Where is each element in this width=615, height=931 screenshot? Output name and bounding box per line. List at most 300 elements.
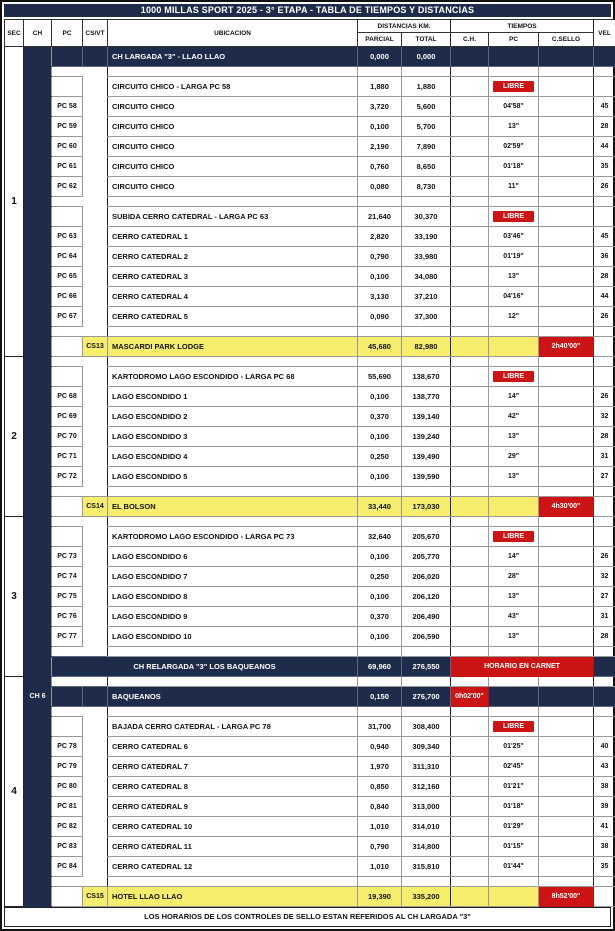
ch-strip-cell — [24, 77, 52, 97]
pc-time-cell: 13" — [489, 267, 539, 287]
pc-label-cell: PC 62 — [52, 177, 83, 197]
pc-time-cell — [489, 207, 539, 227]
ch-strip-cell — [24, 657, 52, 677]
total-cell: 308,400 — [402, 717, 451, 737]
ubicacion-cell: CIRCUITO CHICO — [108, 137, 358, 157]
csvt-cell — [83, 67, 108, 77]
pc-label-cell: PC 75 — [52, 587, 83, 607]
total-cell: 139,240 — [402, 427, 451, 447]
total-cell — [402, 517, 451, 527]
vel-cell — [594, 677, 615, 687]
ubicacion-cell: CERRO CATEDRAL 2 — [108, 247, 358, 267]
ch-time-cell — [451, 487, 489, 497]
pc-label-cell: PC 73 — [52, 547, 83, 567]
total-cell: 82,980 — [402, 337, 451, 357]
total-cell: 309,340 — [402, 737, 451, 757]
sec-number: 2 — [5, 357, 24, 517]
csvt-cell — [83, 267, 108, 287]
pc-time-cell — [489, 687, 539, 707]
table-row-spacer — [5, 327, 615, 337]
col-header-sec: SEC — [5, 20, 24, 47]
ch-strip-cell — [24, 357, 52, 367]
ch-strip-cell — [24, 467, 52, 487]
csvt-cell — [83, 367, 108, 387]
pc-time-cell: 01'18" — [489, 157, 539, 177]
vel-cell: 44 — [594, 287, 615, 307]
pc-time-cell: 42" — [489, 407, 539, 427]
pc-label-cell — [52, 497, 83, 517]
total-cell — [402, 647, 451, 657]
vel-cell: 26 — [594, 547, 615, 567]
ch-time-cell — [451, 207, 489, 227]
total-cell: 313,000 — [402, 797, 451, 817]
col-group-distancias: DISTANCIAS KM. — [358, 20, 451, 33]
c-sello-cell — [539, 307, 594, 327]
ch-time-cell — [451, 47, 489, 67]
horario-carnet-badge: HORARIO EN CARNET — [451, 657, 594, 677]
vel-cell: 26 — [594, 177, 615, 197]
vel-cell: 28 — [594, 427, 615, 447]
csvt-cell — [83, 797, 108, 817]
table-row-cs — [5, 887, 615, 907]
c-sello-cell — [539, 367, 594, 387]
ch-time-cell — [451, 77, 489, 97]
c-sello-cell — [539, 737, 594, 757]
parcial-cell: 19,390 — [358, 887, 402, 907]
ubicacion-cell: CH LARGADA "3" - LLAO LLAO — [108, 47, 358, 67]
parcial-cell: 2,820 — [358, 227, 402, 247]
pc-time-cell: 01'21" — [489, 777, 539, 797]
table-row-pc — [5, 427, 615, 447]
vel-cell — [594, 207, 615, 227]
pc-label-cell — [52, 67, 83, 77]
col-header-c-sello: C.SELLO — [539, 33, 594, 47]
ubicacion-cell — [108, 877, 358, 887]
table-row-spacer — [5, 487, 615, 497]
parcial-cell — [358, 517, 402, 527]
col-header-ch-time: C.H. — [451, 33, 489, 47]
vel-cell: 36 — [594, 247, 615, 267]
ch-time-cell — [451, 567, 489, 587]
vel-cell: 27 — [594, 467, 615, 487]
table-row-pc — [5, 607, 615, 627]
ubicacion-cell: KARTODROMO LAGO ESCONDIDO - LARGA PC 68 — [108, 367, 358, 387]
pc-time-cell — [489, 707, 539, 717]
total-cell: 276,700 — [402, 687, 451, 707]
total-cell — [402, 877, 451, 887]
ubicacion-cell: CERRO CATEDRAL 10 — [108, 817, 358, 837]
pc-time-cell — [489, 47, 539, 67]
total-cell: 276,550 — [402, 657, 451, 677]
col-header-ch: CH — [24, 20, 52, 47]
csvt-cell — [83, 677, 108, 687]
page-title: 1000 MILLAS SPORT 2025 - 3° ETAPA - TABLA DE TIEMPOS Y DISTANCIAS — [4, 4, 611, 17]
csvt-cell — [83, 817, 108, 837]
vel-cell — [594, 717, 615, 737]
col-header-total: TOTAL — [402, 33, 451, 47]
pc-time-cell: 13" — [489, 117, 539, 137]
csvt-cell — [83, 737, 108, 757]
c-sello-cell — [539, 567, 594, 587]
c-sello-cell — [539, 137, 594, 157]
pc-time-cell: 14" — [489, 387, 539, 407]
c-sello-cell — [539, 607, 594, 627]
pc-label-cell: PC 77 — [52, 627, 83, 647]
parcial-cell: 0,840 — [358, 797, 402, 817]
ch-time-cell — [451, 757, 489, 777]
pc-label-cell: PC 66 — [52, 287, 83, 307]
parcial-cell: 0,100 — [358, 117, 402, 137]
pc-time-cell — [489, 367, 539, 387]
pc-label-cell: PC 84 — [52, 857, 83, 877]
c-sello-cell — [539, 117, 594, 137]
vel-cell — [594, 657, 615, 677]
pc-time-cell — [489, 527, 539, 547]
total-cell: 33,190 — [402, 227, 451, 247]
ubicacion-cell: KARTODROMO LAGO ESCONDIDO - LARGA PC 73 — [108, 527, 358, 547]
parcial-cell: 1,010 — [358, 817, 402, 837]
total-cell: 312,160 — [402, 777, 451, 797]
pc-time-cell: 03'46" — [489, 227, 539, 247]
libre-badge: LIBRE — [493, 531, 534, 542]
col-header-parcial: PARCIAL — [358, 33, 402, 47]
csvt-cell — [83, 707, 108, 717]
parcial-cell: 0,000 — [358, 47, 402, 67]
ubicacion-cell — [108, 707, 358, 717]
csvt-cell — [83, 77, 108, 97]
total-cell: 30,370 — [402, 207, 451, 227]
parcial-cell: 69,960 — [358, 657, 402, 677]
parcial-cell — [358, 67, 402, 77]
pc-time-cell — [489, 337, 539, 357]
pc-label-cell — [52, 337, 83, 357]
pc-time-cell: 13" — [489, 587, 539, 607]
pc-time-cell — [489, 327, 539, 337]
ubicacion-cell: LAGO ESCONDIDO 7 — [108, 567, 358, 587]
pc-time-cell: 01'25" — [489, 737, 539, 757]
c-sello-cell — [539, 707, 594, 717]
ubicacion-cell: CIRCUITO CHICO — [108, 97, 358, 117]
parcial-cell: 0,940 — [358, 737, 402, 757]
total-cell: 33,980 — [402, 247, 451, 267]
ch-time-cell — [451, 387, 489, 407]
vel-cell: 32 — [594, 407, 615, 427]
vel-cell — [594, 357, 615, 367]
ch-time-cell — [451, 737, 489, 757]
table-row-spacer — [5, 677, 615, 687]
ch-time-cell — [451, 157, 489, 177]
table-row-spacer — [5, 647, 615, 657]
pc-label-cell — [52, 327, 83, 337]
table-row-pc — [5, 177, 615, 197]
pc-label-cell — [52, 517, 83, 527]
vel-cell: 31 — [594, 607, 615, 627]
ubicacion-cell — [108, 487, 358, 497]
table-row-pc — [5, 227, 615, 247]
ch-time-cell — [451, 627, 489, 647]
libre-badge: LIBRE — [493, 721, 534, 732]
c-sello-cell — [539, 67, 594, 77]
csvt-cell — [83, 357, 108, 367]
c-sello-cell — [539, 227, 594, 247]
csvt-cell — [83, 287, 108, 307]
ch-strip-cell — [24, 207, 52, 227]
csvt-cell — [83, 717, 108, 737]
vel-cell: 41 — [594, 817, 615, 837]
vel-cell: 28 — [594, 627, 615, 647]
table-row-pc — [5, 407, 615, 427]
csvt-cell: CS14 — [83, 497, 108, 517]
pc-label-cell — [52, 647, 83, 657]
ch-strip-cell — [24, 497, 52, 517]
pc-time-cell — [489, 77, 539, 97]
total-cell — [402, 327, 451, 337]
pc-label-cell — [52, 877, 83, 887]
vel-cell: 43 — [594, 757, 615, 777]
pc-label-cell: PC 80 — [52, 777, 83, 797]
ch-strip-cell — [24, 587, 52, 607]
c-sello-cell — [539, 777, 594, 797]
ch-strip-cell — [24, 227, 52, 247]
c-sello-cell — [539, 97, 594, 117]
ch-strip-cell — [24, 857, 52, 877]
ubicacion-cell: MASCARDI PARK LODGE — [108, 337, 358, 357]
ch-strip-cell — [24, 887, 52, 907]
csvt-cell — [83, 447, 108, 467]
ch-strip-cell — [24, 157, 52, 177]
c-sello-cell — [539, 627, 594, 647]
parcial-cell: 0,850 — [358, 777, 402, 797]
sec-number: 3 — [5, 517, 24, 677]
col-header-ubicacion: UBICACION — [108, 20, 358, 47]
ch-time-cell — [451, 547, 489, 567]
table-row-spacer — [5, 357, 615, 367]
ch-strip-cell — [24, 67, 52, 77]
csvt-cell — [83, 327, 108, 337]
ch-time-cell — [451, 447, 489, 467]
ubicacion-cell: CIRCUITO CHICO — [108, 157, 358, 177]
ch-time-cell — [451, 247, 489, 267]
c-sello-cell — [539, 857, 594, 877]
pc-label-cell — [52, 717, 83, 737]
ubicacion-cell — [108, 357, 358, 367]
ch-strip-cell — [24, 777, 52, 797]
ch-strip-cell — [24, 547, 52, 567]
csvt-cell — [83, 687, 108, 707]
vel-cell — [594, 517, 615, 527]
parcial-cell: 21,640 — [358, 207, 402, 227]
c-sello-cell — [539, 427, 594, 447]
parcial-cell: 1,880 — [358, 77, 402, 97]
c-sello-cell — [539, 247, 594, 267]
table-row-group — [5, 207, 615, 227]
pc-time-cell — [489, 497, 539, 517]
c-sello-time-badge: 8h52'00" — [539, 887, 594, 907]
parcial-cell — [358, 647, 402, 657]
parcial-cell: 0,090 — [358, 307, 402, 327]
pc-label-cell — [52, 207, 83, 227]
ubicacion-cell — [108, 67, 358, 77]
parcial-cell: 45,680 — [358, 337, 402, 357]
pc-time-cell — [489, 887, 539, 907]
ubicacion-cell: EL BOLSON — [108, 497, 358, 517]
csvt-cell — [83, 777, 108, 797]
ch-strip-cell — [24, 527, 52, 547]
ubicacion-cell: CERRO CATEDRAL 5 — [108, 307, 358, 327]
ch-time-cell — [451, 307, 489, 327]
ch-strip-cell — [24, 97, 52, 117]
pc-label-cell — [52, 357, 83, 367]
c-sello-cell — [539, 177, 594, 197]
ubicacion-cell: LAGO ESCONDIDO 10 — [108, 627, 358, 647]
ch-strip-cell — [24, 267, 52, 287]
table-row-spacer — [5, 517, 615, 527]
total-cell: 1,880 — [402, 77, 451, 97]
ch-strip-cell — [24, 117, 52, 137]
table-row-pc — [5, 797, 615, 817]
ch-time-cell — [451, 677, 489, 687]
table-row-pc — [5, 737, 615, 757]
table-row-group — [5, 367, 615, 387]
parcial-cell — [358, 877, 402, 887]
ubicacion-cell: CERRO CATEDRAL 9 — [108, 797, 358, 817]
ch-strip-cell — [24, 367, 52, 387]
c-sello-cell — [539, 487, 594, 497]
pc-time-cell: 29" — [489, 447, 539, 467]
vel-cell: 35 — [594, 857, 615, 877]
pc-time-cell — [489, 67, 539, 77]
total-cell: 206,020 — [402, 567, 451, 587]
c-sello-cell — [539, 547, 594, 567]
table-row-cs — [5, 337, 615, 357]
c-sello-cell — [539, 817, 594, 837]
table-row-pc — [5, 837, 615, 857]
csvt-cell — [83, 427, 108, 447]
table-row-pc — [5, 627, 615, 647]
parcial-cell: 3,130 — [358, 287, 402, 307]
vel-cell — [594, 887, 615, 907]
ch-time-cell — [451, 887, 489, 907]
ubicacion-cell: CIRCUITO CHICO - LARGA PC 58 — [108, 77, 358, 97]
pc-label-cell: PC 76 — [52, 607, 83, 627]
parcial-cell: 0,760 — [358, 157, 402, 177]
table-row-pc — [5, 307, 615, 327]
pc-time-cell: 13" — [489, 427, 539, 447]
vel-cell: 28 — [594, 117, 615, 137]
pc-label-cell — [52, 367, 83, 387]
vel-cell — [594, 47, 615, 67]
c-sello-cell — [539, 677, 594, 687]
total-cell — [402, 357, 451, 367]
vel-cell: 32 — [594, 567, 615, 587]
ch-strip-cell — [24, 717, 52, 737]
libre-badge: LIBRE — [493, 211, 534, 222]
csvt-cell — [83, 467, 108, 487]
total-cell: 315,810 — [402, 857, 451, 877]
csvt-cell: CS15 — [83, 887, 108, 907]
ch-strip-cell — [24, 737, 52, 757]
total-cell: 8,650 — [402, 157, 451, 177]
pc-time-cell: 01'19" — [489, 247, 539, 267]
total-cell: 0,000 — [402, 47, 451, 67]
pc-label-cell: PC 58 — [52, 97, 83, 117]
csvt-cell — [83, 857, 108, 877]
parcial-cell: 0,150 — [358, 687, 402, 707]
csvt-cell — [83, 407, 108, 427]
csvt-cell — [83, 517, 108, 527]
csvt-cell — [83, 97, 108, 117]
total-cell: 314,010 — [402, 817, 451, 837]
ubicacion-cell: LAGO ESCONDIDO 9 — [108, 607, 358, 627]
table-row-pc — [5, 287, 615, 307]
csvt-cell — [83, 527, 108, 547]
ch-strip-cell — [24, 797, 52, 817]
vel-cell: 39 — [594, 797, 615, 817]
vel-cell — [594, 647, 615, 657]
c-sello-cell — [539, 877, 594, 887]
c-sello-cell — [539, 797, 594, 817]
csvt-cell — [83, 197, 108, 207]
parcial-cell: 1,010 — [358, 857, 402, 877]
total-cell: 205,670 — [402, 527, 451, 547]
table-row-pc — [5, 157, 615, 177]
parcial-cell: 31,700 — [358, 717, 402, 737]
ch-time-cell — [451, 607, 489, 627]
vel-cell: 45 — [594, 97, 615, 117]
ch-time-cell — [451, 267, 489, 287]
total-cell — [402, 487, 451, 497]
libre-badge: LIBRE — [493, 81, 534, 92]
pc-time-cell: 02'59" — [489, 137, 539, 157]
vel-cell: 40 — [594, 737, 615, 757]
c-sello-cell — [539, 837, 594, 857]
pc-time-cell: 11" — [489, 177, 539, 197]
col-header-csvt: CS/VT — [83, 20, 108, 47]
ubicacion-cell — [108, 677, 358, 687]
parcial-cell: 0,100 — [358, 467, 402, 487]
pc-label-cell — [52, 687, 83, 707]
ubicacion-cell: LAGO ESCONDIDO 6 — [108, 547, 358, 567]
ubicacion-cell: CIRCUITO CHICO — [108, 177, 358, 197]
ch-time-cell — [451, 647, 489, 657]
parcial-cell: 0,790 — [358, 247, 402, 267]
ubicacion-cell: LAGO ESCONDIDO 5 — [108, 467, 358, 487]
ch-time-cell — [451, 287, 489, 307]
vel-cell — [594, 877, 615, 887]
total-cell: 139,590 — [402, 467, 451, 487]
total-cell: 37,210 — [402, 287, 451, 307]
ch-strip-cell — [24, 757, 52, 777]
ch-strip-cell — [24, 287, 52, 307]
total-cell: 8,730 — [402, 177, 451, 197]
c-sello-cell — [539, 197, 594, 207]
total-cell — [402, 707, 451, 717]
pc-time-cell: 13" — [489, 627, 539, 647]
ubicacion-cell: BAQUEANOS — [108, 687, 358, 707]
ch-strip-cell — [24, 47, 52, 67]
ch-time-cell — [451, 407, 489, 427]
total-cell: 138,670 — [402, 367, 451, 387]
total-cell: 34,080 — [402, 267, 451, 287]
ubicacion-cell: LAGO ESCONDIDO 2 — [108, 407, 358, 427]
table-row-pc — [5, 247, 615, 267]
vel-cell — [594, 687, 615, 707]
vel-cell: 38 — [594, 837, 615, 857]
ch-time-cell — [451, 497, 489, 517]
table-row-cs — [5, 497, 615, 517]
table-row-pc — [5, 817, 615, 837]
ch-time-cell — [451, 227, 489, 247]
